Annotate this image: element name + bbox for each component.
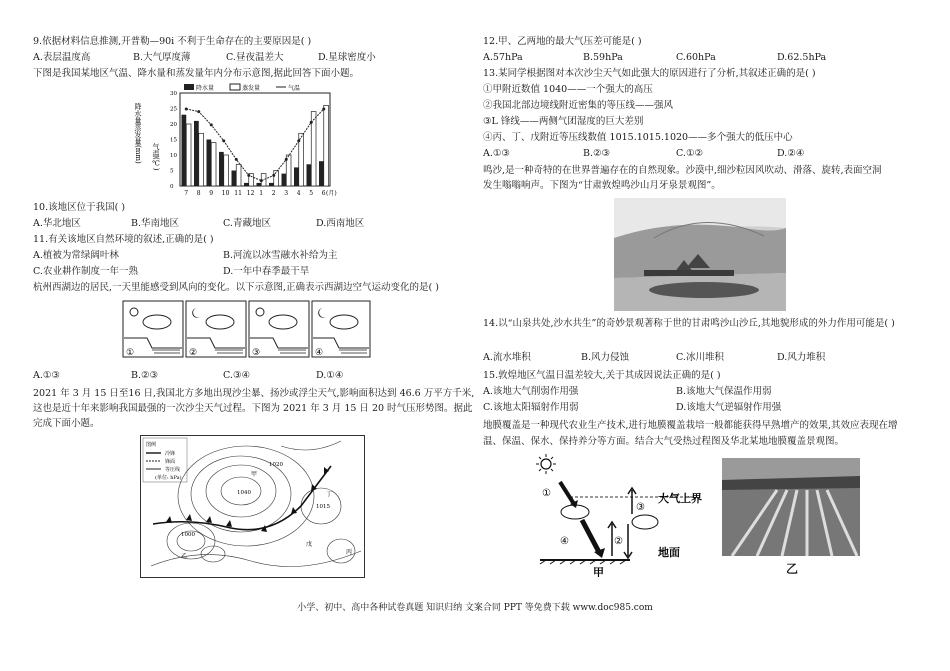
bar-precip-11	[232, 171, 237, 187]
x-tick-12: 12	[246, 190, 255, 197]
lake-options	[33, 370, 433, 382]
q15-options-row1	[483, 386, 903, 398]
lake-option-a[interactable]: A.①③	[33, 370, 60, 381]
y-tick-5: 5	[170, 168, 174, 175]
q12-option-a[interactable]: A.57hPa	[483, 52, 523, 63]
bar-evap-7	[186, 124, 191, 186]
plastic-film-svg	[722, 458, 860, 556]
q10-option-d[interactable]: D.西南地区	[316, 218, 365, 229]
temp-point-6	[322, 107, 325, 110]
atmosphere-diagram	[530, 452, 710, 577]
q12-option-b[interactable]: B.59hPa	[583, 52, 623, 63]
q11-stem: 11.有关该地区自然环境的叙述,正确的是( )	[33, 234, 214, 245]
temp-point-4	[297, 139, 300, 142]
atm-top-label: 大气上界	[658, 492, 702, 505]
map-legend-title: 图例	[146, 442, 157, 448]
sun-icon	[536, 454, 556, 474]
map-label-jia: 甲	[251, 471, 258, 478]
map-label-1040: 1040	[237, 490, 251, 496]
y-tick-20: 20	[170, 122, 177, 128]
film-intro-2: 温、保温、保水、保持养分等方面。结合大气受热过程图及华北某地地膜覆盖景观图。	[483, 436, 845, 447]
q14-option-d[interactable]: D.风力堆积	[777, 352, 826, 363]
legend-swatch-precip	[184, 84, 194, 90]
q14-option-a[interactable]: A.流水堆积	[483, 352, 531, 363]
crescent-spring-svg	[614, 198, 786, 311]
temp-point-7	[185, 107, 188, 110]
yi-label: 乙	[786, 562, 799, 576]
diagram-num-4: ④	[560, 536, 569, 547]
q13-options	[483, 148, 903, 160]
climate-chart-svg	[130, 83, 340, 200]
map-legend-front: 锋面	[165, 459, 176, 465]
q13-item-4: ④丙、丁、戊附近等压线数值 1015.1015.1020——多个强大的低压中心	[483, 132, 793, 143]
bar-precip-1	[257, 183, 262, 186]
map-legend-isobar: 等压线	[165, 467, 181, 473]
map-label-1000: 1000	[181, 532, 195, 538]
q13-option-b[interactable]: B.②③	[583, 148, 611, 159]
temp-point-1	[260, 179, 263, 182]
q15-option-a[interactable]: A.该地大气削弱作用强	[483, 386, 579, 397]
q11-option-c[interactable]: C.农业耕作制度一年一熟	[33, 266, 138, 277]
bar-evap-11	[236, 164, 241, 186]
q13-option-a[interactable]: A.①③	[483, 148, 510, 159]
bar-evap-6	[324, 105, 329, 186]
bar-precip-4	[294, 167, 299, 186]
diagram-num-2: ②	[614, 536, 623, 547]
q14-options	[483, 352, 903, 364]
bar-precip-7	[182, 115, 187, 186]
bar-precip-2	[269, 183, 274, 186]
q13-option-d[interactable]: D.②④	[777, 148, 805, 159]
map-label-yi: 乙	[181, 553, 188, 560]
sand-intro-2: 发生嗡嗡响声。下图为“甘肃敦煌鸣沙山月牙泉景观图”。	[483, 180, 721, 191]
q13-option-c[interactable]: C.①②	[676, 148, 703, 159]
plastic-film-photo	[722, 458, 860, 556]
q15-stem: 15.敦煌地区气温日温差较大,关于其成因说法正确的是( )	[483, 370, 721, 381]
map-label-1020: 1020	[269, 462, 283, 468]
x-tick-4: 4	[296, 190, 301, 197]
ground-label: 地面	[658, 546, 680, 559]
panel-label-3: ③	[252, 348, 261, 358]
x-tick-8: 8	[196, 190, 201, 197]
lake-intro: 杭州西湖边的居民,一天里能感受到风向的变化。以下示意图,正确表示西湖边空气运动变化的是( )	[33, 282, 439, 293]
q9-option-a[interactable]: A.表层温度高	[33, 52, 91, 63]
q11-option-b[interactable]: B.河流以冰雪融水补给为主	[223, 250, 338, 261]
lake-option-c[interactable]: C.③④	[223, 370, 250, 381]
q10-stem: 10.该地区位于我国( )	[33, 202, 126, 213]
dust-intro-2: 这也是近十年来影响我国最强的一次沙尘天气过程。下图为 2021 年 3 月 15 日 20 时气压形势图。据此	[33, 403, 473, 414]
q12-stem: 12.甲、乙两地的最大气压差可能是( )	[483, 36, 642, 47]
temp-point-3	[285, 158, 288, 161]
jia-label: 甲	[593, 566, 604, 577]
page-footer: 小学、初中、高中各种试卷真题 知识归纳 文案合同 PPT 等免费下载 www.doc985.com	[297, 603, 653, 613]
bar-evap-10	[224, 155, 229, 186]
x-tick-6: 6	[321, 190, 326, 197]
lake-breeze-panels	[122, 300, 372, 358]
diagram-num-3: ③	[636, 502, 645, 513]
map-label-ding: 丁	[326, 491, 333, 498]
temp-point-10	[222, 139, 225, 142]
q13-stem: 13.某同学根据图对本次沙尘天气如此强大的原因进行了分析,其叙述正确的是( )	[483, 68, 816, 79]
x-tick-10: 10	[221, 190, 230, 197]
map-legend-unit: (单位: hPa)	[155, 475, 182, 481]
q10-options	[33, 218, 433, 230]
y-tick-25: 25	[170, 106, 177, 113]
x-tick-11: 11	[234, 190, 242, 197]
x-tick-9: 9	[209, 190, 214, 197]
q15-options-row2	[483, 402, 903, 414]
pressure-map-svg	[141, 436, 364, 577]
bar-precip-6	[319, 161, 324, 186]
legend-swatch-evap	[230, 84, 240, 90]
q10-option-b[interactable]: B.华南地区	[131, 218, 180, 229]
y-tick-15: 15	[170, 137, 177, 144]
x-tick-7: 7	[184, 190, 189, 197]
bar-evap-9	[211, 143, 216, 186]
dust-intro-3: 完成下面小题。	[33, 418, 100, 429]
bar-evap-8	[199, 133, 204, 186]
q11-option-a[interactable]: A.植被为常绿阔叶林	[33, 250, 119, 261]
panel-label-2: ②	[189, 348, 198, 358]
bar-precip-8	[194, 121, 199, 186]
lake-option-d[interactable]: D.①④	[316, 370, 344, 381]
map-label-1015: 1015	[316, 504, 330, 510]
q13-item-1: ①甲附近数值 1040——一个强大的高压	[483, 84, 653, 95]
q15-option-c[interactable]: C.该地太阳辐射作用弱	[483, 402, 579, 413]
q14-option-b[interactable]: B.风力侵蚀	[581, 352, 630, 363]
q12-options	[483, 52, 903, 64]
x-tick-5: 5	[309, 190, 314, 197]
dust-intro-1: 2021 年 3 月 15 日至16 日,我国北方多地出现沙尘暴、扬沙或浮尘天气,影响面积达到 46.6 万平方千米,	[33, 388, 475, 399]
temp-point-2	[272, 174, 275, 177]
q13-item-2: ②我国北部边境线附近密集的等压线——强风	[483, 100, 674, 111]
y-axis-title-right: 气温(℃)	[152, 143, 160, 171]
q14-option-c[interactable]: C.冰川堆积	[676, 352, 724, 363]
x-tick-2: 2	[271, 190, 276, 197]
bar-precip-12	[244, 183, 249, 186]
q9-option-c[interactable]: C.昼夜温差大	[226, 52, 284, 63]
temp-point-11	[235, 158, 238, 161]
map-legend-cold: 冷锋	[165, 451, 176, 457]
bar-precip-5	[307, 164, 312, 186]
bar-precip-10	[219, 152, 224, 186]
q9-option-d[interactable]: D.星球密度小	[318, 52, 376, 63]
temp-point-5	[310, 121, 313, 124]
q15-option-b[interactable]: B.该地大气保温作用弱	[676, 386, 772, 397]
temp-point-9	[210, 123, 213, 126]
q10-option-c[interactable]: C.青藏地区	[223, 218, 271, 229]
x-axis-unit: (月)	[326, 190, 337, 197]
q11-options-row1	[33, 250, 433, 262]
y-tick-30: 30	[170, 91, 177, 97]
q11-option-d[interactable]: D.一年中春季最干旱	[223, 266, 310, 277]
bar-precip-9	[207, 140, 212, 187]
legend-evap: 蒸发量	[242, 85, 261, 92]
pressure-map	[140, 435, 365, 578]
bar-precip-3	[282, 174, 287, 186]
q9-stem: 9.依据材料信息推测,开普勒—90i 不利于生命存在的主要原因是( )	[33, 36, 312, 47]
q13-item-3: ③L 锋线——两侧气团湿度的巨大差别	[483, 116, 644, 127]
temp-point-12	[247, 174, 250, 177]
panel-label-1: ①	[126, 348, 135, 358]
legend-temp: 气温	[288, 85, 301, 92]
legend-precip: 降水量	[196, 85, 215, 92]
temp-point-8	[197, 110, 200, 113]
q12-option-d[interactable]: D.62.5hPa	[777, 52, 827, 63]
sand-intro-1: 鸣沙,是一种奇特的在世界普遍存在的自然现象。沙漠中,细沙粒因风吹动、滑落、旋转,表面空洞	[483, 165, 882, 176]
x-tick-3: 3	[284, 190, 289, 197]
diagram-num-1: ①	[542, 488, 551, 499]
film-intro-1: 地膜覆盖是一种现代农业生产技术,进行地膜覆盖栽培一般都能获得早熟增产的效果,其效应表现在增	[483, 420, 898, 431]
climate-chart	[130, 83, 340, 200]
panel-label-4: ④	[315, 348, 324, 358]
chart-intro: 下图是我国某地区气温、降水量和蒸发量年内分布示意图,据此回答下面小题。	[33, 68, 360, 79]
y-tick-10: 10	[170, 153, 177, 159]
map-label-bing: 丙	[346, 549, 353, 556]
y-axis-title-left: 降水量蒸发量(mm)	[134, 103, 142, 164]
lake-option-b[interactable]: B.②③	[131, 370, 159, 381]
q9-option-b[interactable]: B.大气厚度薄	[133, 52, 191, 63]
atmosphere-diagram-svg	[530, 452, 710, 577]
x-tick-1: 1	[259, 190, 264, 197]
q12-option-c[interactable]: C.60hPa	[676, 52, 716, 63]
map-label-wu: 戊	[306, 541, 313, 548]
q15-option-d[interactable]: D.该地大气逆辐射作用强	[676, 402, 782, 413]
y-tick-0: 0	[170, 184, 174, 190]
crescent-spring-photo	[614, 198, 786, 311]
q11-options-row2	[33, 266, 433, 278]
lake-breeze-svg	[122, 300, 372, 358]
q14-stem: 14.以“山泉共处,沙水共生”的奇妙景观著称于世的甘肃鸣沙山沙丘,其地貌形成的外力作用可能是( )	[483, 318, 895, 329]
q10-option-a[interactable]: A.华北地区	[33, 218, 81, 229]
q9-options	[33, 52, 433, 64]
